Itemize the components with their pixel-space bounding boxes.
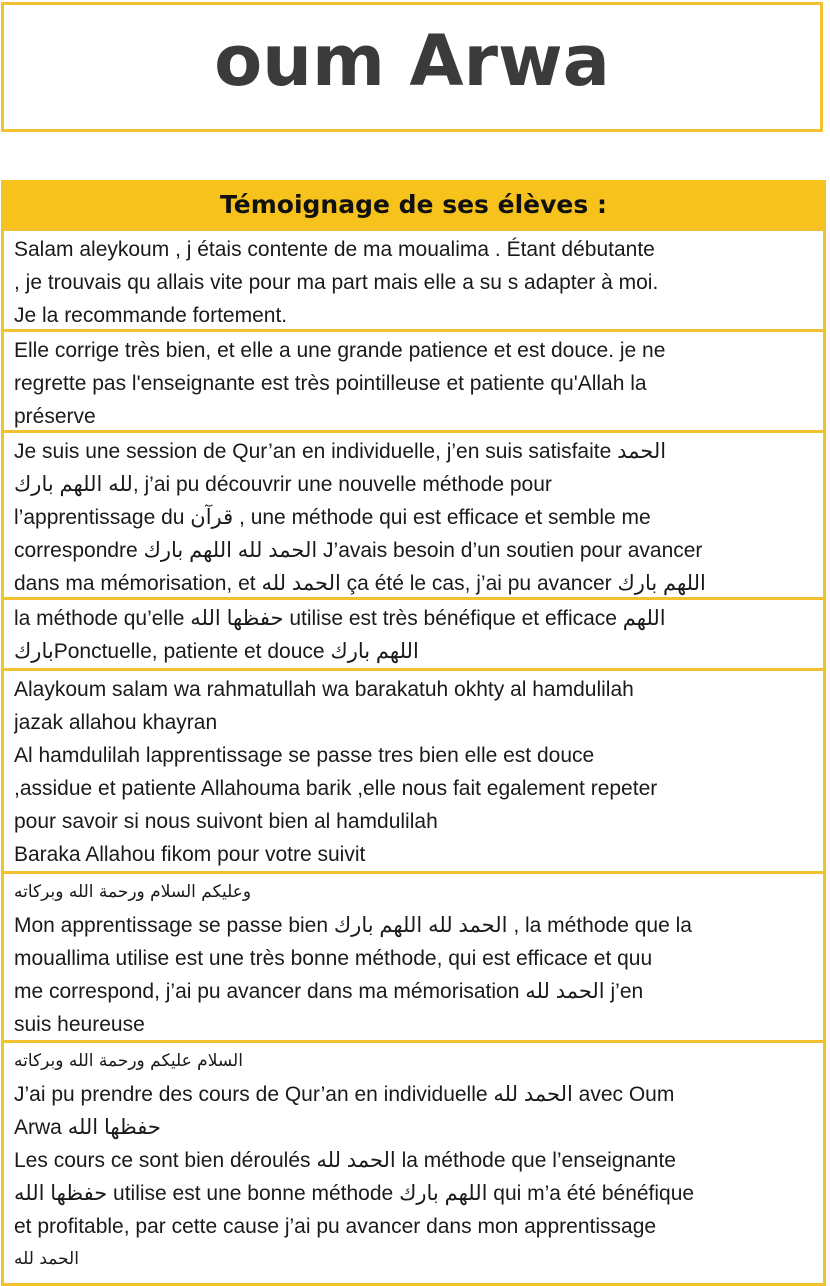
title-box [1, 2, 823, 132]
testimonial-line: jazak allahou khayran [14, 711, 218, 734]
testimonial-line: correspondre الحمد لله اللهم بارك J’avais besoin d’un soutien pour avancer [14, 539, 703, 562]
testimonials-header [4, 180, 823, 231]
testimonial-line: préserve [14, 405, 96, 428]
testimonial-line: mouallima utilise est une très bonne méthode, qui est efficace et quu [14, 947, 653, 970]
testimonial-line: regrette pas l'enseignante est très pointilleuse et patiente qu'Allah la [14, 372, 647, 395]
testimonial-line: l’apprentissage du قرآن , une méthode qui est efficace et semble me [14, 506, 651, 529]
testimonial-line: Baraka Allahou fikom pour votre suivit [14, 843, 366, 866]
testimonial-line: Les cours ce sont bien déroulés الحمد لله la méthode que l’enseignante [14, 1149, 676, 1172]
testimonial-7 [4, 1043, 823, 1283]
testimonial-line: pour savoir si nous suivont bien al hamdulilah [14, 810, 438, 833]
testimonial-line: Alaykoum salam wa rahmatullah wa barakatuh okhty al hamdulilah [14, 678, 634, 701]
testimonial-4 [4, 600, 823, 671]
page-title: oum Arwa [214, 20, 610, 102]
testimonial-line: باركPonctuelle, patiente et douce اللهم بارك [14, 640, 419, 663]
testimonial-5 [4, 671, 823, 874]
testimonial-6 [4, 874, 823, 1043]
testimonial-line: Je la recommande fortement. [14, 304, 288, 327]
testimonial-line: ,assidue et patiente Allahouma barik ,elle nous fait egalement repeter [14, 777, 658, 800]
testimonial-2 [4, 332, 823, 433]
testimonial-line: la méthode qu’elle حفظها الله utilise est très bénéfique et efficace اللهم [14, 607, 666, 630]
testimonial-greeting: وعليكم السلام ورحمة الله وبركاته [14, 882, 252, 902]
testimonial-1 [4, 231, 823, 332]
testimonial-greeting: السلام عليكم ورحمة الله وبركاته [14, 1051, 243, 1071]
testimonial-line: Salam aleykoum , j étais contente de ma moualima . Étant débutante [14, 238, 655, 261]
testimonial-line: Arwa حفظها الله [14, 1116, 161, 1139]
testimonial-line: J’ai pu prendre des cours de Qur’an en individuelle الحمد لله avec Oum [14, 1083, 675, 1106]
testimonial-line: لله اللهم بارك, j’ai pu découvrir une nouvelle méthode pour [14, 473, 552, 496]
testimonial-3 [4, 433, 823, 600]
testimonial-line: Je suis une session de Qur’an en individuelle, j’en suis satisfaite الحمد [14, 440, 667, 463]
testimonial-line: me correspond, j’ai pu avancer dans ma mémorisation الحمد لله j’en [14, 980, 644, 1003]
testimonial-line: , je trouvais qu allais vite pour ma part mais elle a su s adapter à moi. [14, 271, 659, 294]
testimonial-line: Mon apprentissage se passe bien الحمد لله اللهم بارك , la méthode que la [14, 914, 692, 937]
testimonial-line: et profitable, par cette cause j’ai pu avancer dans mon apprentissage [14, 1215, 657, 1238]
testimonial-line: dans ma mémorisation, et الحمد لله ça été le cas, j’ai pu avancer اللهم بارك [14, 572, 706, 595]
testimonial-line: suis heureuse [14, 1013, 145, 1036]
testimonial-line: حفظها الله utilise est une bonne méthode اللهم بارك qui m’a été bénéfique [14, 1182, 695, 1205]
testimonials-table [1, 180, 826, 1286]
testimonials-header-label: Témoignage de ses élèves : [220, 189, 607, 219]
testimonial-line: الحمد لله [14, 1249, 79, 1269]
testimonial-line: Elle corrige très bien, et elle a une grande patience et est douce. je ne [14, 339, 666, 362]
testimonial-line: Al hamdulilah lapprentissage se passe tres bien elle est douce [14, 744, 595, 767]
